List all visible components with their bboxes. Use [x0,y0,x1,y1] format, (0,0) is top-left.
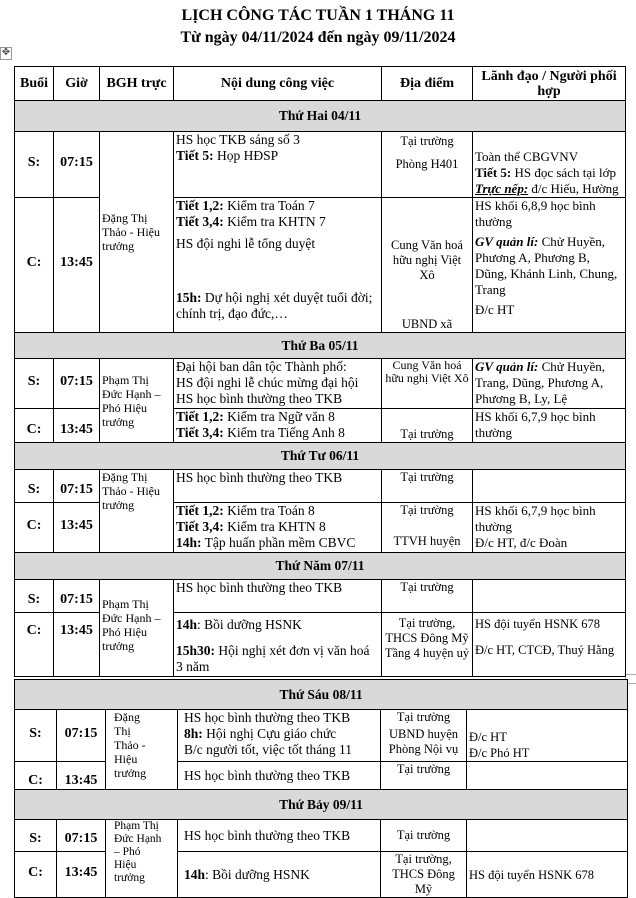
session-time: 13:45 [54,198,100,333]
task-content [174,198,382,333]
text-line: Toàn thể CBGVNV [475,149,579,164]
text-line: HS khối 6,7,9 học bình thường [475,503,596,534]
coordinator [473,613,626,677]
text-line: : Bồi dưỡng HSNK [205,866,310,882]
column-header-buoi: Buổi [15,67,54,101]
task-content [178,762,381,790]
session-time: 13:45 [54,409,100,443]
coordinator [467,820,628,852]
session-time: 07:15 [54,470,100,503]
text-line: HS đội tuyển HSNK 678 [469,867,595,882]
task-line: HS học TKB sáng số 3 [176,132,300,147]
session-label: S: [15,580,54,613]
table-row [15,359,626,409]
text-line: Phòng H401 [395,157,459,171]
text-label-bold: Tiết 5: [475,165,512,180]
schedule-table-main [14,66,626,677]
session-label: C: [15,613,54,677]
text-label-bold: Tiết 1,2: [176,198,224,213]
text-line: Đ/c Phó HT [469,746,530,760]
task-content [174,503,382,553]
task-content [178,852,381,898]
session-label: C: [15,409,54,443]
text-line: Tại trường [400,470,454,484]
bgh-on-duty: Phạm Thị Đức Hạnh – Phó Hiệu trưởng [100,580,174,677]
text-line: HS đội tuyển HSNK 678 [475,617,601,631]
text-line: HS khối 6,8,9 học bình thường [475,198,596,229]
session-label: C: [15,762,57,790]
text-line: TTVH huyện [393,534,461,548]
page-title: LỊCH CÔNG TÁC TUẦN 1 THÁNG 11 [181,7,455,24]
task-content [178,820,381,852]
day-header-tuesday: Thứ Ba 05/11 [15,333,626,359]
text-line: HS học bình thường theo TKB [176,580,343,595]
session-label: C: [15,503,54,553]
coordinator [467,762,628,790]
location [381,710,467,762]
text-line: : Bồi dưỡng HSNK [197,617,302,632]
text-label-bold: Tiết 3,4: [176,519,224,534]
task-line [176,148,379,164]
task-content [174,613,382,677]
text-line: Tầng 4 huyện uỷ [384,646,470,660]
session-time: 13:45 [54,503,100,553]
text-line: Tại trường [396,828,451,842]
column-header-location: Địa điểm [382,67,473,101]
table-row [15,820,628,852]
table-row [15,470,626,503]
table-row [15,710,628,762]
bgh-on-duty: Đặng Thị Thảo - Hiệu trưởng [100,470,174,553]
day-header-thursday: Thứ Năm 07/11 [15,553,626,580]
text-label-bold: Tiết 3,4: [176,214,224,229]
column-header-lead: Lãnh đạo / Người phối hợp [473,67,626,101]
text-line: B/c người tốt, việc tốt tháng 11 [184,742,353,757]
location [382,198,473,333]
bgh-on-duty: Phạm Thị Đức Hạnh – Phó Hiệu trưởng [100,359,174,443]
text-line: HS học bình thường theo TKB [184,767,351,783]
table-row [15,132,626,198]
text-line: Tại trường [400,503,454,517]
text-label-bold: Tiết 1,2: [176,503,224,518]
task-content [174,470,382,503]
coordinator [467,852,628,898]
text-line: Họp HĐSP [213,148,279,163]
text-line: Kiểm tra KHTN 8 [223,519,326,534]
coordinator [473,359,626,409]
coordinator [473,132,626,198]
location [382,503,473,553]
text-line: Kiểm tra KHTN 7 [223,214,326,229]
day-header-saturday: Thứ Bảy 09/11 [15,790,628,820]
text-line: đ/c Hiếu, Hường [528,181,619,196]
location [381,762,467,790]
text-line: Hội nghị xét đơn vị văn hoá 3 năm [176,643,370,674]
text-line: HS học bình thường theo TKB [176,470,343,485]
text-label-bold: 14h: [176,535,202,550]
coordinator [473,409,626,443]
task-content [174,359,382,409]
text-label-bold: Tiết 1,2: [176,409,224,424]
text-line: HS đội nghi lễ tổng duyệt [176,236,316,251]
text-line: HS đội nghi lễ chúc mừng đại hội [176,375,359,390]
text-line: Đ/c HT [475,302,515,317]
text-line: Tại trường, THCS Đông Mỹ [392,852,455,896]
session-label: C: [15,198,54,333]
text-label-bold: 14h [176,617,198,632]
text-line: Tại trường [400,134,454,148]
task-content [174,580,382,613]
coordinator [473,470,626,503]
schedule-table-continued [14,679,628,898]
coordinator [473,198,626,333]
table-header-row [15,67,626,101]
text-line: Cung Văn hoá hữu nghị Việt Xô [385,358,469,385]
text-label-bold: GV quản lí: [475,359,539,374]
task-content [174,132,382,198]
text-line: Kiểm tra Toán 7 [223,198,315,213]
location [381,852,467,898]
location [382,470,473,503]
session-time: 07:15 [54,359,100,409]
text-line: Kiểm tra Tiếng Anh 8 [223,425,345,440]
day-header-monday: Thứ Hai 04/11 [15,101,626,132]
text-line: Cung Văn hoá hữu nghị Việt Xô [391,238,463,282]
table-move-handle-icon[interactable]: ✥ [1,47,11,58]
text-line: Kiểm tra Toán 8 [223,503,315,518]
day-header-friday: Thứ Sáu 08/11 [15,680,628,710]
text-label-bold: 8h: [184,726,203,741]
text-line: Phòng Nội vụ [388,742,459,756]
location [382,359,473,409]
location [382,132,473,198]
coordinator [467,710,628,762]
column-header-gio: Giờ [54,67,100,101]
text-line: Hội nghị Cựu giáo chức [202,726,337,741]
task-content [178,710,381,762]
bgh-on-duty: Đặng Thị Thảo - Hiệu trưởng [100,132,174,333]
bgh-on-duty: Đặng Thị Thảo - Hiệu trưởng [106,710,178,790]
coordinator [473,503,626,553]
text-label-bold: 14h [184,866,206,882]
session-label: S: [15,820,57,852]
session-label: S: [15,710,57,762]
page-subtitle: Từ ngày 04/11/2024 đến ngày 09/11/2024 [180,29,456,46]
text-line: HS đọc sách tại lớp [511,165,616,180]
text-line: HS học bình thường theo TKB [184,710,351,725]
text-label-bold: Tiết 3,4: [176,425,224,440]
text-line: HS học bình thường theo TKB [184,827,351,843]
text-line: HS khối 6,7,9 học bình thường [475,409,596,440]
session-time: 13:45 [57,762,106,790]
day-header-wednesday: Thứ Tư 06/11 [15,443,626,470]
text-line: HS học bình thường theo TKB [176,391,343,406]
session-time: 13:45 [57,852,106,898]
session-time: 07:15 [54,132,100,198]
column-header-bgh: BGH trực [100,67,174,101]
text-line: Dự hội nghị xét duyệt tuổi đời; chính trị, đạo đức,… [176,290,373,321]
text-label-bold: Trực nếp: [475,181,529,196]
text-line: Tại trường [396,762,451,776]
coordinator [473,580,626,613]
task-content [174,409,382,443]
text-line: UBND huyện [388,727,459,741]
session-time: 13:45 [54,613,100,677]
location [381,820,467,852]
session-label: S: [15,470,54,503]
text-line: Chử Huyền, Trang, Dũng, Phương A, Phương B, Ly, Lệ [475,359,605,406]
text-line: Tập huấn phần mềm CBVC [201,535,356,550]
bgh-on-duty: Phạm Thị Đức Hạnh – Phó Hiệu trưởng [106,820,178,898]
session-label: S: [15,359,54,409]
text-label-bold: Tiết 5: [176,148,214,163]
column-header-content: Nội dung công việc [174,67,382,101]
text-line: Tại trường [400,427,454,441]
table-row [15,580,626,613]
session-time: 07:15 [57,710,106,762]
session-label: S: [15,132,54,198]
location [382,580,473,613]
session-time: 07:15 [57,820,106,852]
location [382,613,473,677]
session-label: C: [15,852,57,898]
location [382,409,473,443]
text-label-bold: 15h: [176,290,202,305]
text-line: Đại hội ban dân tộc Thành phố: [176,359,347,374]
text-line: UBND xã [401,317,453,331]
text-line: Kiểm tra Ngữ văn 8 [223,409,335,424]
text-label-bold: 15h30: [176,643,216,658]
text-line: Đ/c HT [469,730,507,744]
text-line: Tại trường [396,710,451,724]
text-line: Tại trường [400,580,454,594]
session-time: 07:15 [54,580,100,613]
text-line: Đ/c HT, đ/c Đoàn [475,535,568,550]
text-line: Chử Huyền, Phương A, Phương B, Dũng, Khánh Linh, Chung, Trang [475,234,618,297]
text-line: Tại trường, THCS Đông Mỹ [385,616,469,645]
text-label-bold: GV quản lí: [475,234,539,249]
text-line: Đ/c HT, CTCĐ, Thuý Hằng [475,643,615,657]
